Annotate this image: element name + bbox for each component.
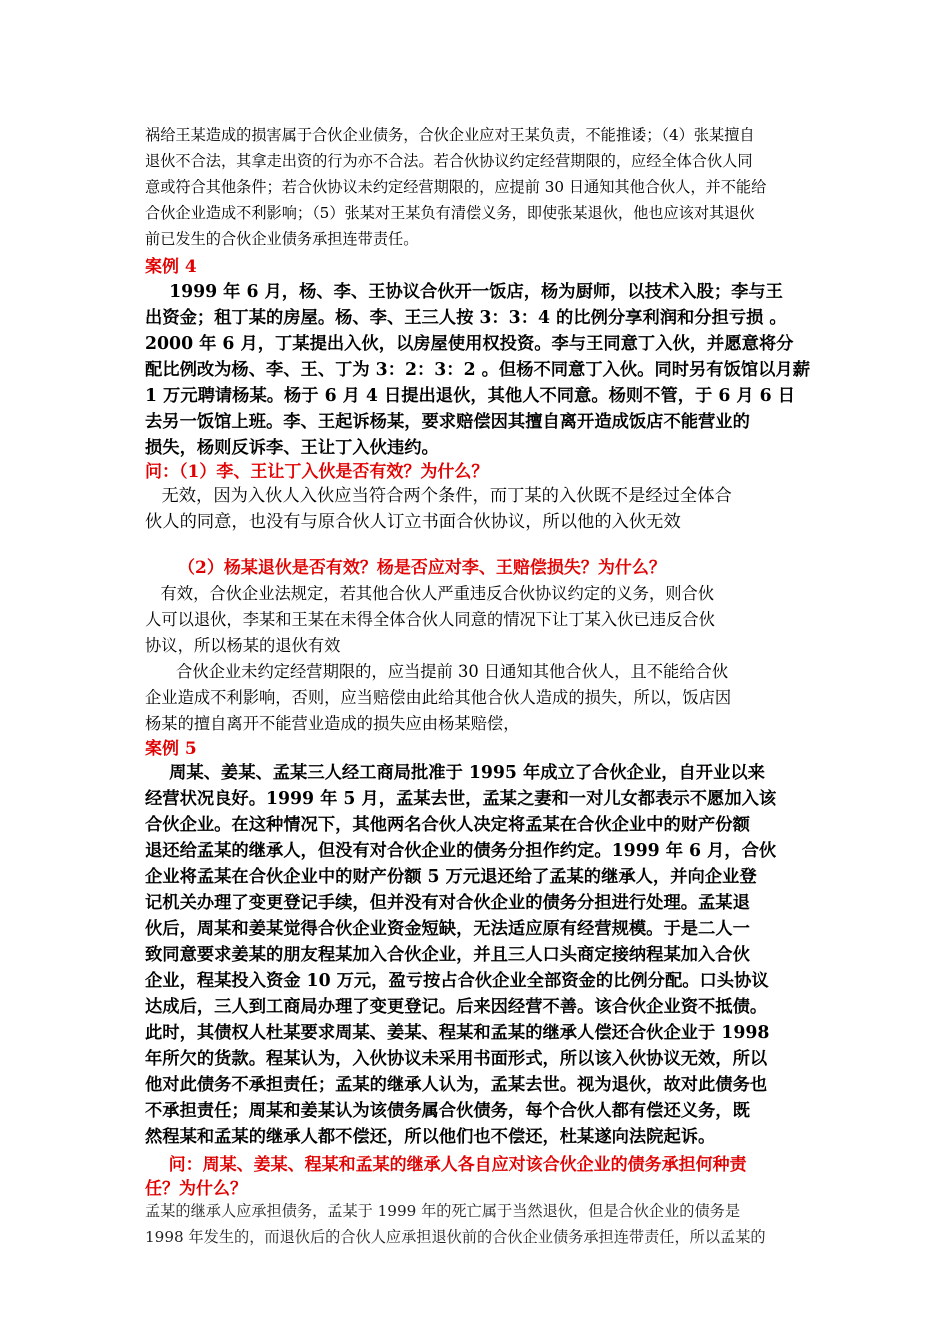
case4-fact-line: 出资金；租丁某的房屋。杨、李、王三人按 3：3：4 的比例分享利润和分担亏损 。 (145, 308, 787, 328)
intro-line: 前已发生的合伙企业债务承担连带责任。 (145, 230, 419, 248)
case4-fact-line: 1 万元聘请杨某。杨于 6 月 4 日提出退伙，其他人不同意。杨则不管，于 6 月 6 日 (145, 386, 795, 406)
case4-fact-line: 1999 年 6 月，杨、李、王协议合伙开一饭店，杨为厨师，以技术入股；李与王 (145, 282, 783, 302)
case5-fact-line: 企业，程某投入资金 10 万元，盈亏按占合伙企业全部资金的比例分配。口头协议 (145, 971, 769, 991)
intro-line: 合伙企业造成不利影响；（5）张某对王某负有清偿义务，即使张某退伙，他也应该对其退伙 (145, 204, 755, 222)
case4-answer-1-line: 无效，因为入伙人入伙应当符合两个条件，而丁某的入伙既不是经过全体合 (145, 486, 732, 506)
case5-question-line: 任？为什么？ (145, 1179, 247, 1199)
case5-fact-line: 退还给孟某的继承人，但没有对合伙企业的债务分担作约定。1999 年 6 月，合伙 (145, 841, 777, 861)
intro-line: 意或符合其他条件；若合伙协议未约定经营期限的，应提前 30 日通知其他合伙人，并不能给 (145, 178, 767, 196)
case5-fact-line: 企业将孟某在合伙企业中的财产份额 5 万元退还给了孟某的继承人，并向企业登 (145, 867, 757, 887)
intro-line: 退伙不合法，其拿走出资的行为亦不合法。若合伙协议约定经营期限的，应经全体合伙人同 (145, 152, 753, 170)
case4-fact-line: 配比例改为杨、李、王、丁为 3：2：3：2 。但杨不同意丁入伙。同时另有饭馆以月薪 (145, 360, 810, 380)
case4-answer-2-line: 杨某的擅自离开不能营业造成的损失应由杨某赔偿， (145, 714, 520, 733)
case5-fact-line: 年所欠的货款。程某认为，入伙协议未采用书面形式，所以该入伙协议无效，所以 (145, 1049, 768, 1069)
case4-answer-2-line: 有效，合伙企业法规定，若其他合伙人严重违反合伙协议约定的义务，则合伙 (145, 584, 715, 603)
case4-answer-2-line: 人可以退伙，李某和王某在未得全体合伙人同意的情况下让丁某入伙已违反合伙 (145, 610, 715, 629)
case5-answer-line: 1998 年发生的，而退伙后的合伙人应承担退伙前的合伙企业债务承担连带责任，所以孟某的 (145, 1228, 766, 1246)
case4-question-1: 问：（1）李、王让丁入伙是否有效？为什么？ (145, 462, 489, 482)
case4-heading: 案例 4 (145, 257, 197, 277)
case5-fact-line: 不承担责任；周某和姜某认为该债务属合伙债务，每个合伙人都有偿还义务，既 (145, 1101, 750, 1121)
case5-question-line: 问：周某、姜某、程某和孟某的继承人各自应对该合伙企业的债务承担何种责 (145, 1155, 747, 1175)
case4-fact-line: 去另一饭馆上班。李、王起诉杨某，要求赔偿因其擅自离开造成饭店不能营业的 (145, 412, 750, 432)
case4-answer-2-line: 企业造成不利影响，否则，应当赔偿由此给其他合伙人造成的损失，所以，饭店因 (145, 688, 732, 707)
case5-fact-line: 致同意要求姜某的朋友程某加入合伙企业，并且三人口头商定接纳程某加入合伙 (145, 945, 750, 965)
case5-fact-line: 记机关办理了变更登记手续，但并没有对合伙企业的债务分担进行处理。孟某退 (145, 893, 750, 913)
case4-answer-1-line: 伙人的同意，也没有与原合伙人订立书面合伙协议，所以他的入伙无效 (145, 512, 681, 532)
case4-fact-line: 损失，杨则反诉李、王让丁入伙违约。 (145, 438, 439, 458)
case5-fact-line: 伙后，周某和姜某觉得合伙企业资金短缺，无法适应原有经营规模。于是二人一 (145, 919, 750, 939)
case5-fact-line: 经营状况良好。1999 年 5 月，孟某去世，孟某之妻和一对儿女都表示不愿加入该 (145, 789, 777, 809)
case5-fact-line: 他对此债务不承担责任；孟某的继承人认为，孟某去世。视为退伙，故对此债务也 (145, 1075, 768, 1095)
case4-answer-2-line: 协议，所以杨某的退伙有效 (145, 636, 341, 655)
case5-fact-line: 周某、姜某、孟某三人经工商局批准于 1995 年成立了合伙企业，自开业以来 (145, 763, 765, 783)
case4-question-2: （2）杨某退伙是否有效？杨是否应对李、王赔偿损失？为什么？ (178, 558, 666, 578)
case4-fact-line: 2000 年 6 月，丁某提出入伙，以房屋使用权投资。李与王同意丁入伙，并愿意将分 (145, 334, 794, 354)
case5-fact-line: 然程某和孟某的继承人都不偿还，所以他们也不偿还，杜某遂向法院起诉。 (145, 1127, 716, 1147)
case5-heading: 案例 5 (145, 739, 197, 759)
case5-fact-line: 合伙企业。在这种情况下，其他两名合伙人决定将孟某在合伙企业中的财产份额 (145, 815, 750, 835)
case5-fact-line: 此时，其债权人杜某要求周某、姜某、程某和孟某的继承人偿还合伙企业于 1998 (145, 1023, 770, 1043)
case4-answer-2-line: 合伙企业未约定经营期限的，应当提前 30 日通知其他合伙人，且不能给合伙 (145, 662, 729, 681)
intro-line: 祸给王某造成的损害属于合伙企业债务，合伙企业应对王某负责，不能推诿；（4）张某擅自 (145, 126, 755, 144)
case5-answer-line: 孟某的继承人应承担债务，孟某于 1999 年的死亡属于当然退伙，但是合伙企业的债务是 (145, 1202, 741, 1220)
case5-fact-line: 达成后，三人到工商局办理了变更登记。后来因经营不善。该合伙企业资不抵债。 (145, 997, 768, 1017)
